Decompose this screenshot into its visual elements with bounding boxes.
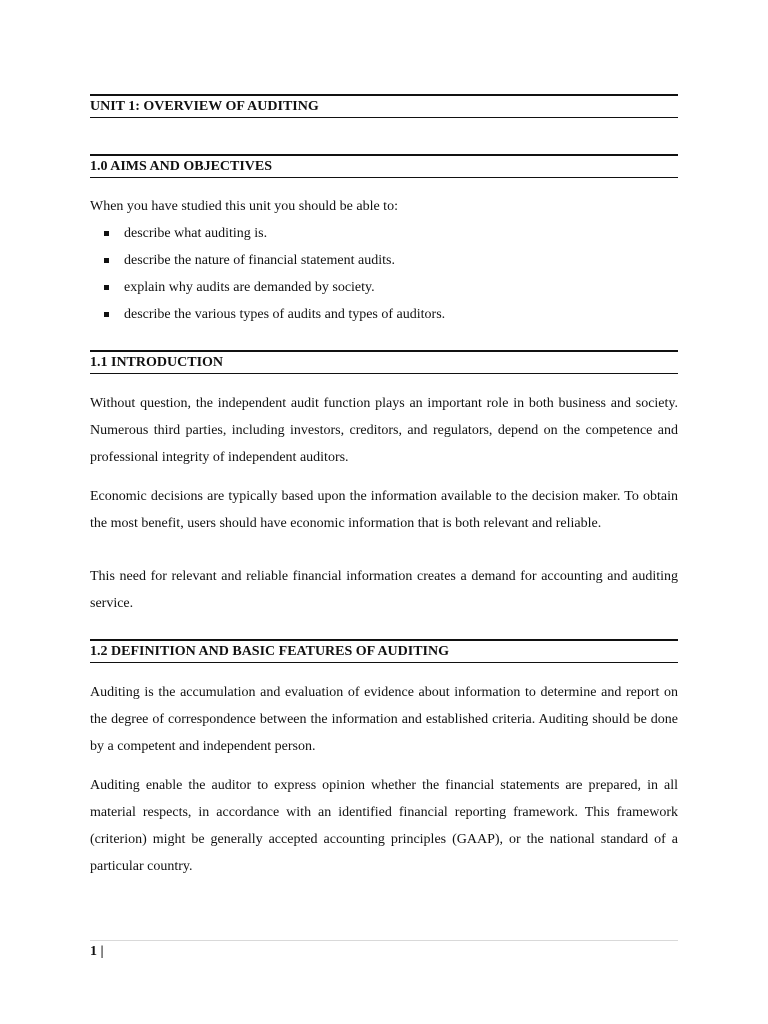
section-heading-definition: 1.2 DEFINITION AND BASIC FEATURES OF AUDITING [90,639,678,663]
bullet-square-icon [104,231,109,236]
bullet-square-icon [104,312,109,317]
definition-paragraph-2: Auditing enable the auditor to express opinion whether the financial statements are prepared, in all material respects, in accordance with an identified financial reporting framework. This framework (criterion) might be generally accepted accounting principles (GAAP), or the national standard of a particular country. [90,778,678,874]
list-item [90,274,678,301]
page-number: 1 | [90,944,104,959]
section-heading-aims: 1.0 AIMS AND OBJECTIVES [90,154,678,178]
intro-paragraph-2: Economic decisions are typically based upon the information available to the decision maker. To obtain the most benefit, users should have economic information that is both relevant and reliable. [90,489,678,531]
list-item [90,301,678,328]
definition-paragraph-1: Auditing is the accumulation and evaluation of evidence about information to determine and report on the degree of correspondence between the information and established criteria. Auditing should be done by a competent and independent person. [90,685,678,754]
unit-heading: UNIT 1: OVERVIEW OF AUDITING [90,94,678,118]
bullet-square-icon [104,285,109,290]
list-item-text: describe what auditing is. [124,226,268,241]
objectives-list [90,220,678,328]
footer-divider [90,940,678,941]
aims-intro: When you have studied this unit you should be able to: [90,199,398,214]
intro-paragraph-1: Without question, the independent audit function plays an important role in both business and society. Numerous third parties, including investors, creditors, and regulators, depend on the competence and professional integrity of independent auditors. [90,396,678,465]
list-item-text: describe the nature of financial statement audits. [124,253,395,268]
bullet-square-icon [104,258,109,263]
list-item [90,220,678,247]
intro-paragraph-3: This need for relevant and reliable financial information creates a demand for accounting and auditing service. [90,569,678,611]
list-item-text: explain why audits are demanded by society. [124,280,375,295]
section-heading-introduction: 1.1 INTRODUCTION [90,350,678,374]
document-page [90,0,678,1024]
list-item [90,247,678,274]
list-item-text: describe the various types of audits and types of auditors. [124,307,446,322]
